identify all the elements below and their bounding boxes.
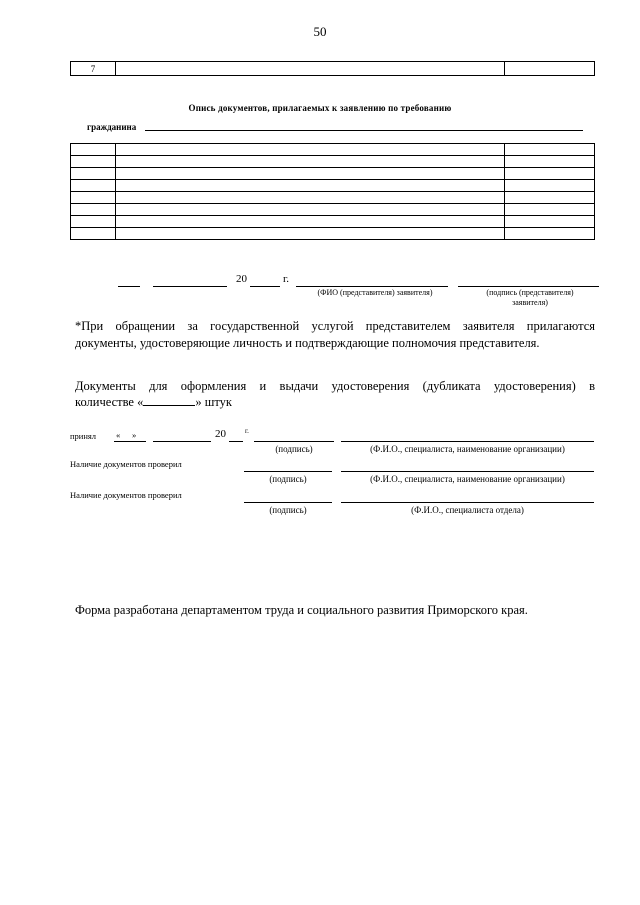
inventory-cell-number[interactable]: [71, 204, 116, 216]
inventory-cell-name[interactable]: [116, 228, 505, 240]
checked-signature-line-1[interactable]: [244, 471, 332, 472]
inventory-row: [71, 192, 595, 204]
caption-sign-1: (подпись (представителя): [486, 288, 574, 297]
inventory-cell-number[interactable]: [71, 216, 116, 228]
inventory-cell-number[interactable]: [71, 168, 116, 180]
caption-signature-2: (подпись): [269, 474, 307, 484]
inventory-row: [71, 228, 595, 240]
accepted-label: принял: [70, 431, 97, 441]
inventory-cell-name[interactable]: [116, 156, 505, 168]
top-table: [70, 61, 595, 76]
caption-specialist-dept: (Ф.И.О., специалиста отдела): [411, 505, 524, 515]
accepted-specialist-line[interactable]: [341, 441, 594, 442]
documents-count-blank[interactable]: [143, 405, 195, 406]
documents-line-2: [75, 395, 232, 410]
inventory-row: [71, 144, 595, 156]
accepted-year-line[interactable]: [229, 441, 243, 442]
inventory-row: [71, 180, 595, 192]
caption-specialist-org-1: (Ф.И.О., специалиста, наименование организации): [370, 444, 565, 454]
inventory-cell-extra[interactable]: [505, 204, 595, 216]
sign-line[interactable]: [458, 286, 599, 287]
inventory-cell-name[interactable]: [116, 168, 505, 180]
inventory-cell-name[interactable]: [116, 180, 505, 192]
checked-specialist-line-1[interactable]: [341, 471, 594, 472]
accepted-year-prefix: 20: [215, 428, 226, 440]
year-line[interactable]: [250, 286, 280, 287]
inventory-title: Опись документов, прилагаемых к заявлению по требованию: [188, 103, 452, 113]
day-line[interactable]: [118, 286, 140, 287]
caption-signature-3: (подпись): [269, 505, 307, 515]
documents-line-1: Документы для оформления и выдачи удостоверения (дубликата удостоверения) в: [75, 379, 595, 393]
inventory-cell-extra[interactable]: [505, 216, 595, 228]
citizen-label: гражданина: [87, 122, 137, 132]
inventory-cell-name[interactable]: [116, 192, 505, 204]
accepted-year-suffix: г.: [245, 427, 249, 435]
date-year-suffix: г.: [283, 273, 290, 285]
inventory-row: [71, 168, 595, 180]
inventory-cell-name[interactable]: [116, 204, 505, 216]
date-year-prefix: 20: [236, 273, 247, 285]
representative-note: *При обращении за государственной услугой представителем заявителя прилагаются документы, удостоверяющие личность и подтверждающие полномочия представителя.: [75, 319, 595, 350]
inventory-cell-extra[interactable]: [505, 168, 595, 180]
top-table-cell-extra: [505, 62, 595, 76]
inventory-cell-name[interactable]: [116, 144, 505, 156]
citizen-name-line[interactable]: [145, 130, 583, 131]
documents-suffix: » штук: [195, 395, 232, 409]
form-footer: Форма разработана департаментом труда и социального развития Приморского края.: [75, 603, 528, 617]
inventory-cell-number[interactable]: [71, 156, 116, 168]
top-table-row-number: 7: [71, 62, 116, 76]
caption-sign-2: заявителя): [512, 298, 548, 307]
top-table-cell-name: [116, 62, 505, 76]
accepted-month-line[interactable]: [153, 441, 211, 442]
checked-label-1: Наличие документов проверил: [70, 459, 182, 469]
inventory-cell-name[interactable]: [116, 216, 505, 228]
fio-line[interactable]: [296, 286, 448, 287]
caption-signature-1: (подпись): [275, 444, 313, 454]
checked-label-2: Наличие документов проверил: [70, 490, 182, 500]
inventory-row: [71, 156, 595, 168]
accepted-day-line[interactable]: [114, 441, 146, 442]
accepted-quote-open: «: [116, 430, 121, 440]
inventory-cell-number[interactable]: [71, 192, 116, 204]
month-line[interactable]: [153, 286, 227, 287]
inventory-cell-extra[interactable]: [505, 228, 595, 240]
inventory-cell-extra[interactable]: [505, 180, 595, 192]
documents-prefix: количестве «: [75, 395, 144, 409]
inventory-row: [71, 204, 595, 216]
inventory-row: [71, 216, 595, 228]
inventory-cell-number[interactable]: [71, 228, 116, 240]
inventory-cell-extra[interactable]: [505, 192, 595, 204]
inventory-cell-number[interactable]: [71, 144, 116, 156]
accepted-signature-line[interactable]: [254, 441, 334, 442]
accepted-quote-close: »: [132, 430, 137, 440]
inventory-table: [70, 143, 595, 240]
inventory-cell-number[interactable]: [71, 180, 116, 192]
page-number: 50: [313, 24, 327, 39]
checked-signature-line-2[interactable]: [244, 502, 332, 503]
inventory-cell-extra[interactable]: [505, 144, 595, 156]
checked-specialist-line-2[interactable]: [341, 502, 594, 503]
caption-specialist-org-2: (Ф.И.О., специалиста, наименование организации): [370, 474, 565, 484]
inventory-cell-extra[interactable]: [505, 156, 595, 168]
caption-fio: (ФИО (представителя) заявителя): [317, 288, 433, 297]
